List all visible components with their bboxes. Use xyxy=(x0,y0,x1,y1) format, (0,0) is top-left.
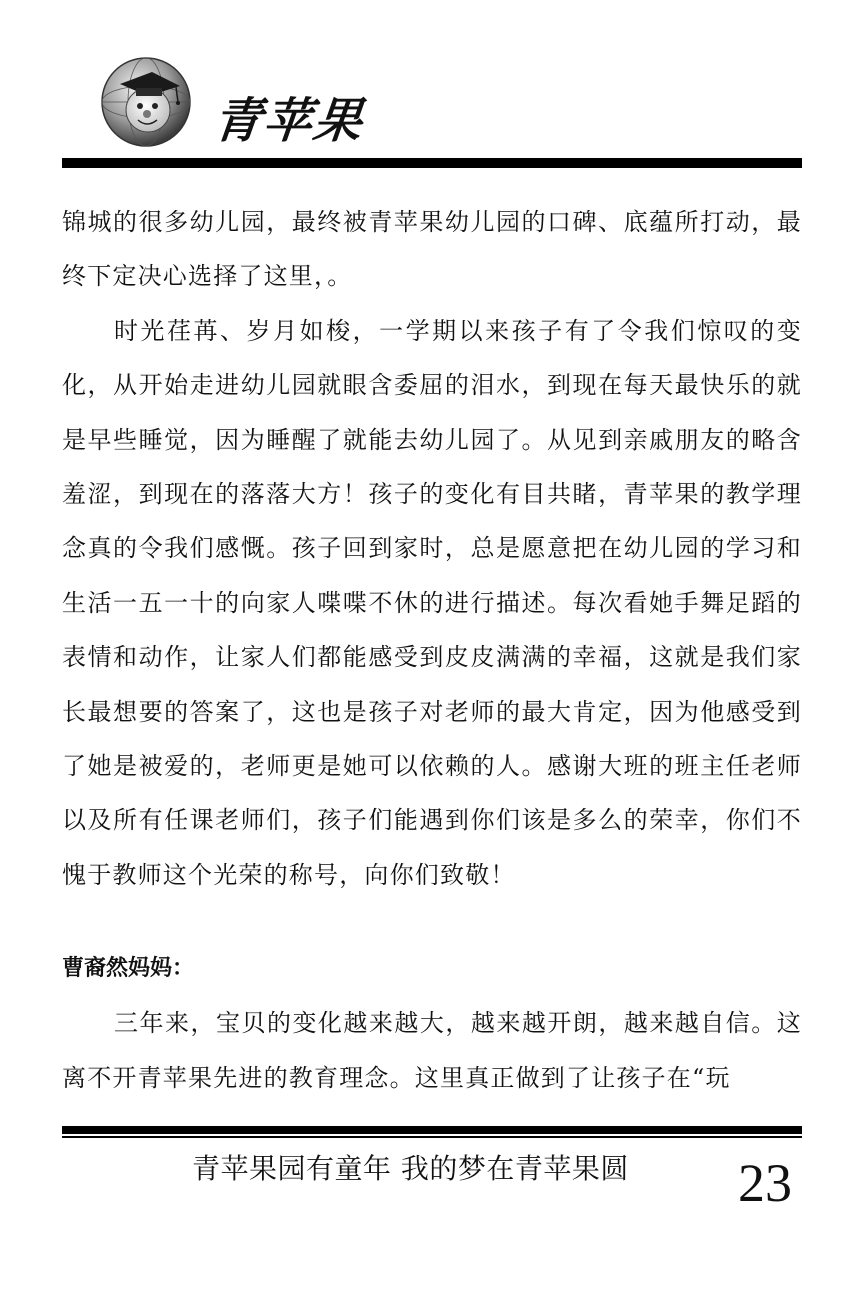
page-header xyxy=(0,0,860,175)
page-number: 23 xyxy=(738,1153,792,1213)
header-divider xyxy=(62,158,802,168)
article-body xyxy=(62,195,802,1105)
footer-divider-thick xyxy=(62,1126,802,1134)
paragraph-main: 时光荏苒、岁月如梭，一学期以来孩子有了令我们惊叹的变化，从开始走进幼儿园就眼含委屈的泪水，到现在每天最快乐的就是早些睡觉，因为睡醒了就能去幼儿园了。从见到亲戚朋友的略含羞涩，到现在的落落大方！孩子的变化有目共睹，青苹果的教学理念真的令我们感慨。孩子回到家时，总是愿意把在幼儿园的学习和生活一五一十的向家人喋喋不休的进行描述。每次看她手舞足蹈的表情和动作，让家人们都能感受到皮皮满满的幸福，这就是我们家长最想要的答案了，这也是孩子对老师的最大肯定，因为他感受到了她是被爱的，老师更是她可以依赖的人。感谢大班的班主任老师以及所有任课老师们，孩子们能遇到你们该是多么的荣幸，你们不愧于教师这个光荣的称号，向你们致敬！ xyxy=(62,316,802,889)
brand-title: 青苹果 xyxy=(210,93,367,149)
footer-divider-thin xyxy=(62,1136,802,1138)
footer-slogan: 青苹果园有童年 我的梦在青苹果圆 xyxy=(192,1152,629,1185)
speaker-heading: 曹裔然妈妈： xyxy=(62,956,195,982)
paragraph-continuation: 锦城的很多幼儿园，最终被青苹果幼儿园的口碑、底蕴所打动，最终下定决心选择了这里，。 xyxy=(62,208,802,291)
section-spacer xyxy=(62,902,802,942)
paragraph-speaker: 三年来，宝贝的变化越来越大，越来越开朗，越来越自信。这离不开青苹果先进的教育理念。这里真正做到了让孩子在“玩 xyxy=(62,1009,802,1092)
mascot-logo-icon xyxy=(100,56,192,148)
